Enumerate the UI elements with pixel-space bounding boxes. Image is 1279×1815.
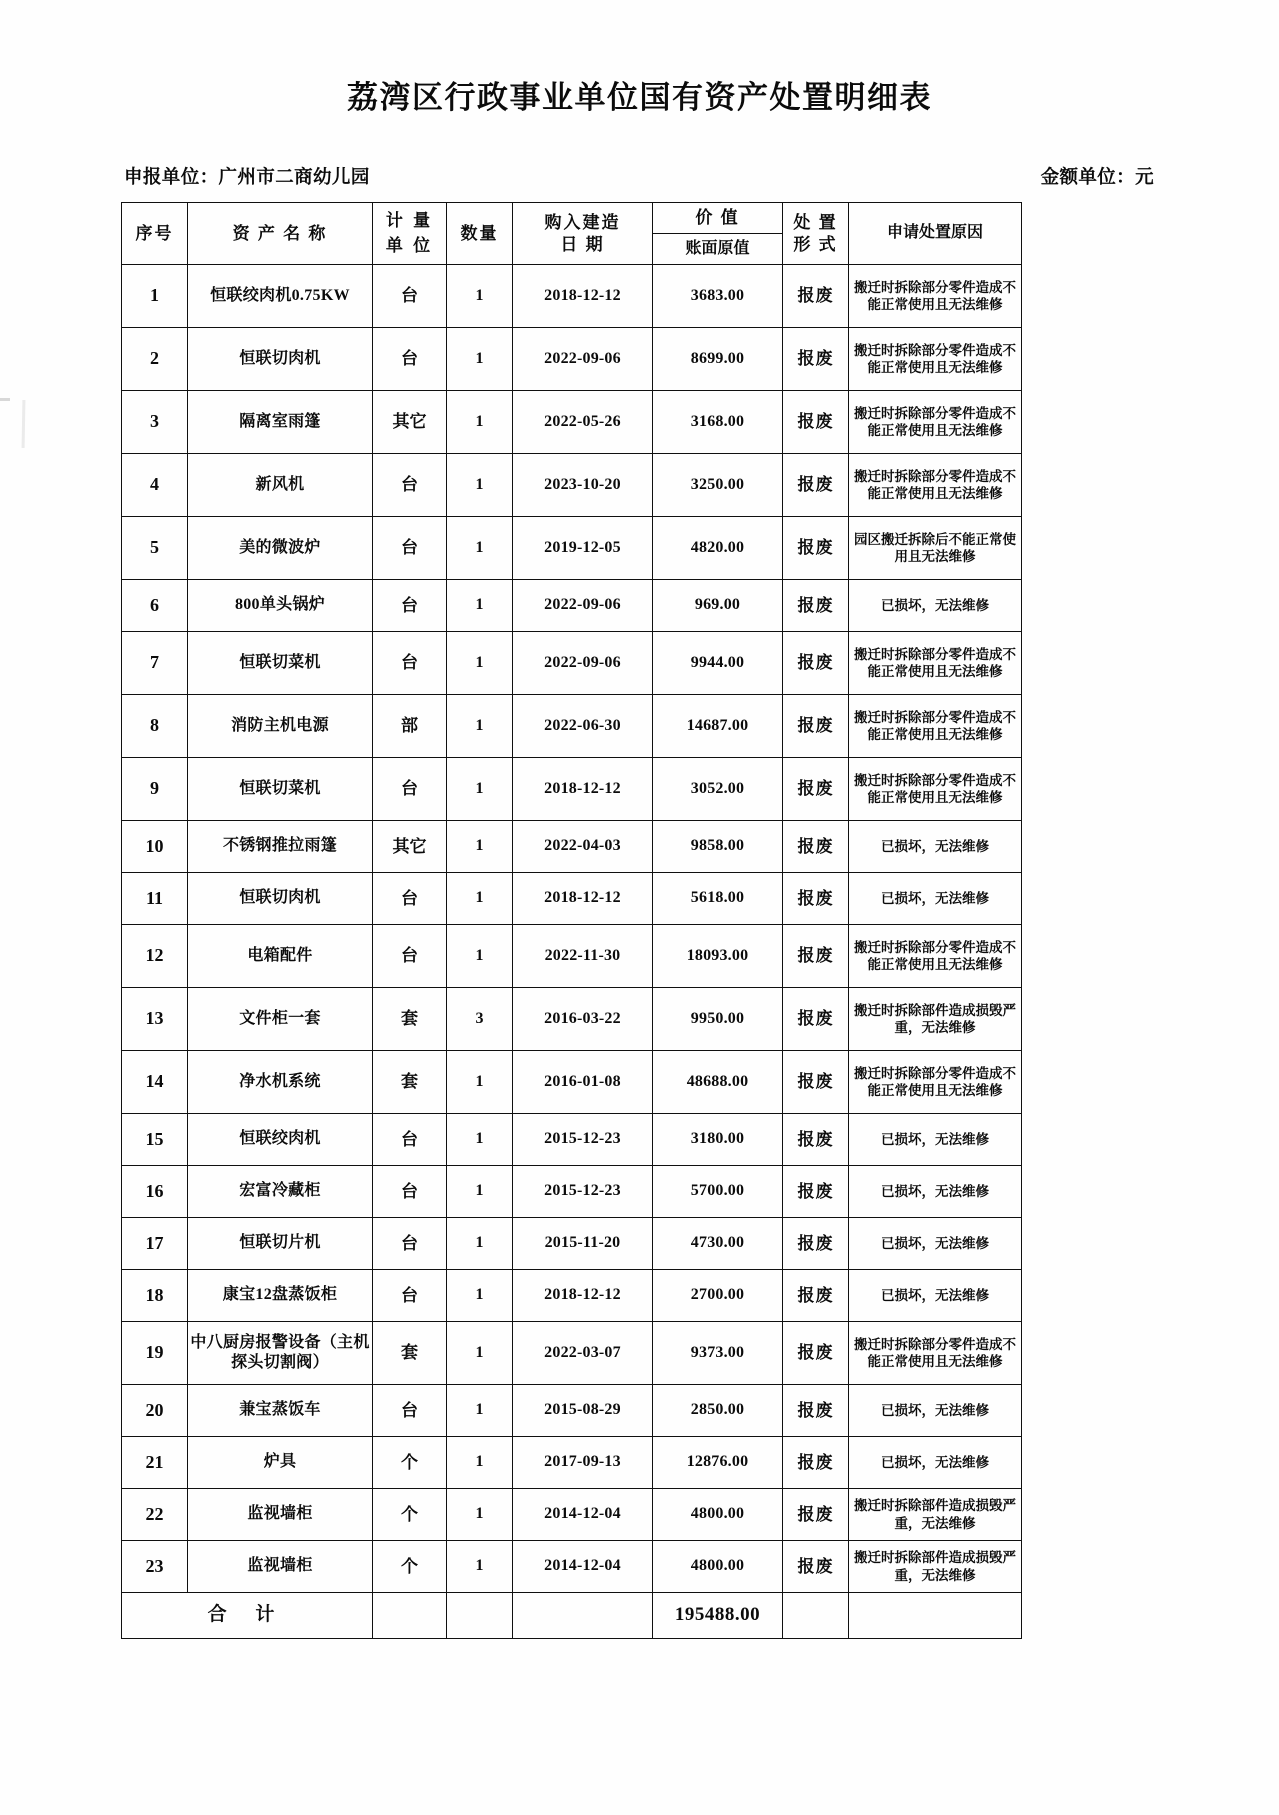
row-date: 2022-11-30 [513, 925, 653, 988]
row-reason: 已损坏，无法维修 [849, 1385, 1022, 1437]
row-no: 10 [122, 821, 188, 873]
row-no: 13 [122, 988, 188, 1051]
row-value: 3180.00 [653, 1114, 783, 1166]
row-date: 2019-12-05 [513, 517, 653, 580]
row-date: 2016-03-22 [513, 988, 653, 1051]
row-asset-name: 恒联切肉机 [188, 328, 373, 391]
row-quantity: 1 [447, 632, 513, 695]
row-date: 2015-12-23 [513, 1114, 653, 1166]
row-no: 11 [122, 873, 188, 925]
row-disposal-form: 报废 [783, 1051, 849, 1114]
table-row [122, 695, 1022, 758]
row-asset-name: 宏富冷藏柜 [188, 1166, 373, 1218]
row-value: 3250.00 [653, 454, 783, 517]
row-reason: 搬迁时拆除部分零件造成不能正常使用且无法维修 [849, 925, 1022, 988]
row-reason: 搬迁时拆除部分零件造成不能正常使用且无法维修 [849, 758, 1022, 821]
row-reason: 搬迁时拆除部分零件造成不能正常使用且无法维修 [849, 391, 1022, 454]
row-disposal-form: 报废 [783, 873, 849, 925]
table-row [122, 873, 1022, 925]
row-date: 2022-09-06 [513, 632, 653, 695]
row-asset-name: 恒联切肉机 [188, 873, 373, 925]
row-asset-name: 恒联切片机 [188, 1218, 373, 1270]
header-purchase-date-line2: 日 期 [560, 234, 605, 254]
row-disposal-form: 报废 [783, 1166, 849, 1218]
row-no: 6 [122, 580, 188, 632]
row-reason: 已损坏，无法维修 [849, 1166, 1022, 1218]
row-no: 19 [122, 1322, 188, 1385]
row-date: 2015-11-20 [513, 1218, 653, 1270]
table-total-row [122, 1593, 1022, 1639]
row-asset-name: 隔离室雨篷 [188, 391, 373, 454]
table-row [122, 1385, 1022, 1437]
row-quantity: 1 [447, 873, 513, 925]
row-disposal-form: 报废 [783, 1322, 849, 1385]
row-asset-name: 净水机系统 [188, 1051, 373, 1114]
row-value: 2850.00 [653, 1385, 783, 1437]
row-quantity: 1 [447, 517, 513, 580]
row-value: 4820.00 [653, 517, 783, 580]
row-disposal-form: 报废 [783, 1114, 849, 1166]
row-disposal-form: 报废 [783, 580, 849, 632]
row-disposal-form: 报废 [783, 988, 849, 1051]
row-unit: 台 [373, 265, 447, 328]
asset-disposal-table [121, 202, 1022, 1639]
row-unit: 个 [373, 1489, 447, 1541]
row-date: 2014-12-04 [513, 1489, 653, 1541]
row-no: 1 [122, 265, 188, 328]
row-value: 5700.00 [653, 1166, 783, 1218]
row-reason: 已损坏，无法维修 [849, 580, 1022, 632]
table-row [122, 1114, 1022, 1166]
row-disposal-form: 报废 [783, 517, 849, 580]
row-asset-name: 恒联切菜机 [188, 632, 373, 695]
row-no: 2 [122, 328, 188, 391]
row-no: 16 [122, 1166, 188, 1218]
row-disposal-form: 报废 [783, 454, 849, 517]
row-quantity: 1 [447, 1322, 513, 1385]
table-row [122, 758, 1022, 821]
row-unit: 套 [373, 1051, 447, 1114]
row-reason: 搬迁时拆除部件造成损毁严重，无法维修 [849, 1541, 1022, 1593]
row-disposal-form: 报废 [783, 1218, 849, 1270]
table-row [122, 1051, 1022, 1114]
row-value: 3683.00 [653, 265, 783, 328]
row-date: 2014-12-04 [513, 1541, 653, 1593]
row-no: 3 [122, 391, 188, 454]
row-quantity: 1 [447, 1385, 513, 1437]
header-no: 序号 [122, 203, 188, 265]
row-value: 4800.00 [653, 1541, 783, 1593]
row-disposal-form: 报废 [783, 1385, 849, 1437]
row-asset-name: 不锈钢推拉雨篷 [188, 821, 373, 873]
header-purchase-date [513, 203, 653, 265]
row-date: 2018-12-12 [513, 265, 653, 328]
row-reason: 搬迁时拆除部分零件造成不能正常使用且无法维修 [849, 632, 1022, 695]
row-quantity: 1 [447, 821, 513, 873]
row-no: 5 [122, 517, 188, 580]
row-no: 21 [122, 1437, 188, 1489]
header-purchase-date-line1: 购入建造 [544, 212, 621, 232]
row-asset-name: 中八厨房报警设备（主机探头切割阀） [188, 1322, 373, 1385]
row-no: 7 [122, 632, 188, 695]
row-disposal-form: 报废 [783, 632, 849, 695]
total-label: 合 计 [122, 1593, 373, 1639]
row-quantity: 1 [447, 925, 513, 988]
table-row [122, 454, 1022, 517]
row-unit: 台 [373, 580, 447, 632]
row-reason: 园区搬迁拆除后不能正常使用且无法维修 [849, 517, 1022, 580]
row-date: 2023-10-20 [513, 454, 653, 517]
row-unit: 台 [373, 1114, 447, 1166]
row-unit: 套 [373, 1322, 447, 1385]
row-value: 9950.00 [653, 988, 783, 1051]
row-asset-name: 恒联绞肉机0.75KW [188, 265, 373, 328]
row-reason: 搬迁时拆除部分零件造成不能正常使用且无法维修 [849, 454, 1022, 517]
row-date: 2018-12-12 [513, 758, 653, 821]
row-value: 8699.00 [653, 328, 783, 391]
row-disposal-form: 报废 [783, 695, 849, 758]
table-row [122, 517, 1022, 580]
header-measure-unit-line2: 单 位 [385, 235, 434, 255]
row-date: 2015-12-23 [513, 1166, 653, 1218]
row-asset-name: 新风机 [188, 454, 373, 517]
row-asset-name: 美的微波炉 [188, 517, 373, 580]
meta-row [124, 163, 1154, 189]
row-value: 12876.00 [653, 1437, 783, 1489]
row-date: 2022-09-06 [513, 580, 653, 632]
row-quantity: 1 [447, 391, 513, 454]
row-no: 9 [122, 758, 188, 821]
row-date: 2017-09-13 [513, 1437, 653, 1489]
row-disposal-form: 报废 [783, 328, 849, 391]
row-disposal-form: 报废 [783, 1437, 849, 1489]
row-asset-name: 监视墙柜 [188, 1489, 373, 1541]
table-row [122, 1541, 1022, 1593]
row-unit: 台 [373, 1218, 447, 1270]
row-quantity: 1 [447, 454, 513, 517]
row-reason: 搬迁时拆除部分零件造成不能正常使用且无法维修 [849, 695, 1022, 758]
row-date: 2015-08-29 [513, 1385, 653, 1437]
row-reason: 已损坏，无法维修 [849, 821, 1022, 873]
row-quantity: 3 [447, 988, 513, 1051]
header-measure-unit [373, 203, 447, 265]
amount-unit-value: 元 [1135, 168, 1154, 188]
table-row [122, 391, 1022, 454]
row-quantity: 1 [447, 758, 513, 821]
row-disposal-form: 报废 [783, 821, 849, 873]
row-quantity: 1 [447, 1541, 513, 1593]
table-row [122, 265, 1022, 328]
row-date: 2022-09-06 [513, 328, 653, 391]
row-date: 2022-04-03 [513, 821, 653, 873]
row-unit: 台 [373, 454, 447, 517]
row-quantity: 1 [447, 1166, 513, 1218]
table-row [122, 1218, 1022, 1270]
table-row [122, 1270, 1022, 1322]
row-quantity: 1 [447, 1218, 513, 1270]
row-disposal-form: 报废 [783, 1489, 849, 1541]
row-no: 15 [122, 1114, 188, 1166]
header-measure-unit-line1: 计 量 [385, 211, 434, 231]
row-quantity: 1 [447, 1437, 513, 1489]
row-asset-name: 兼宝蒸饭车 [188, 1385, 373, 1437]
row-date: 2018-12-12 [513, 873, 653, 925]
header-disposal-form-line2: 形 式 [793, 234, 838, 254]
row-quantity: 1 [447, 1489, 513, 1541]
row-value: 969.00 [653, 580, 783, 632]
row-disposal-form: 报废 [783, 1270, 849, 1322]
row-date: 2016-01-08 [513, 1051, 653, 1114]
row-no: 8 [122, 695, 188, 758]
row-quantity: 1 [447, 1114, 513, 1166]
total-blank-form [783, 1593, 849, 1639]
row-asset-name: 消防主机电源 [188, 695, 373, 758]
header-value-label: 价 值 [653, 203, 782, 234]
row-date: 2018-12-12 [513, 1270, 653, 1322]
row-asset-name: 电箱配件 [188, 925, 373, 988]
row-unit: 台 [373, 517, 447, 580]
row-reason: 已损坏，无法维修 [849, 1437, 1022, 1489]
table-row [122, 821, 1022, 873]
row-unit: 个 [373, 1541, 447, 1593]
row-value: 2700.00 [653, 1270, 783, 1322]
row-unit: 套 [373, 988, 447, 1051]
row-no: 12 [122, 925, 188, 988]
declaring-unit-value: 广州市二商幼儿园 [218, 168, 370, 188]
row-unit: 台 [373, 1385, 447, 1437]
table-header-row [122, 203, 1022, 265]
row-reason: 搬迁时拆除部分零件造成不能正常使用且无法维修 [849, 265, 1022, 328]
row-unit: 台 [373, 925, 447, 988]
table-row [122, 328, 1022, 391]
table-row [122, 1489, 1022, 1541]
amount-unit-label: 金额单位： [1040, 168, 1136, 188]
row-reason: 搬迁时拆除部件造成损毁严重，无法维修 [849, 988, 1022, 1051]
scan-artifact [0, 398, 10, 401]
row-unit: 其它 [373, 391, 447, 454]
total-value: 195488.00 [653, 1593, 783, 1639]
total-blank-reason [849, 1593, 1022, 1639]
row-unit: 台 [373, 1166, 447, 1218]
row-date: 2022-05-26 [513, 391, 653, 454]
row-reason: 搬迁时拆除部分零件造成不能正常使用且无法维修 [849, 328, 1022, 391]
row-no: 23 [122, 1541, 188, 1593]
total-blank-date [513, 1593, 653, 1639]
row-disposal-form: 报废 [783, 758, 849, 821]
row-reason: 已损坏，无法维修 [849, 1114, 1022, 1166]
table-row [122, 988, 1022, 1051]
header-asset-name: 资 产 名 称 [188, 203, 373, 265]
scan-artifact [22, 400, 26, 448]
header-quantity: 数量 [447, 203, 513, 265]
total-blank-qty [447, 1593, 513, 1639]
row-unit: 台 [373, 758, 447, 821]
row-value: 4800.00 [653, 1489, 783, 1541]
header-disposal-form [783, 203, 849, 265]
row-disposal-form: 报废 [783, 925, 849, 988]
row-unit: 台 [373, 328, 447, 391]
row-value: 14687.00 [653, 695, 783, 758]
row-no: 4 [122, 454, 188, 517]
row-value: 9944.00 [653, 632, 783, 695]
row-unit: 台 [373, 873, 447, 925]
row-reason: 搬迁时拆除部分零件造成不能正常使用且无法维修 [849, 1322, 1022, 1385]
row-value: 9858.00 [653, 821, 783, 873]
row-reason: 已损坏，无法维修 [849, 873, 1022, 925]
row-asset-name: 文件柜一套 [188, 988, 373, 1051]
table-row [122, 1322, 1022, 1385]
page-title: 荔湾区行政事业单位国有资产处置明细表 [347, 80, 932, 115]
row-no: 17 [122, 1218, 188, 1270]
declaring-unit [124, 163, 370, 189]
header-disposal-form-line1: 处 置 [793, 212, 838, 232]
row-quantity: 1 [447, 265, 513, 328]
row-asset-name: 康宝12盘蒸饭柜 [188, 1270, 373, 1322]
table-row [122, 1437, 1022, 1489]
row-no: 14 [122, 1051, 188, 1114]
amount-unit [1041, 163, 1154, 189]
row-reason: 已损坏，无法维修 [849, 1218, 1022, 1270]
row-value: 18093.00 [653, 925, 783, 988]
row-asset-name: 炉具 [188, 1437, 373, 1489]
row-value: 48688.00 [653, 1051, 783, 1114]
row-value: 4730.00 [653, 1218, 783, 1270]
header-reason: 申请处置原因 [849, 203, 1022, 265]
row-reason: 已损坏，无法维修 [849, 1270, 1022, 1322]
header-book-original-value: 账面原值 [685, 239, 750, 257]
row-quantity: 1 [447, 580, 513, 632]
row-no: 20 [122, 1385, 188, 1437]
header-value-group [653, 203, 783, 265]
row-disposal-form: 报废 [783, 1541, 849, 1593]
row-value: 3052.00 [653, 758, 783, 821]
row-disposal-form: 报废 [783, 265, 849, 328]
table-row [122, 632, 1022, 695]
row-date: 2022-03-07 [513, 1322, 653, 1385]
row-value: 9373.00 [653, 1322, 783, 1385]
row-asset-name: 监视墙柜 [188, 1541, 373, 1593]
row-unit: 台 [373, 1270, 447, 1322]
row-quantity: 1 [447, 328, 513, 391]
row-value: 3168.00 [653, 391, 783, 454]
row-asset-name: 800单头锅炉 [188, 580, 373, 632]
row-no: 18 [122, 1270, 188, 1322]
table-row [122, 580, 1022, 632]
row-reason: 搬迁时拆除部分零件造成不能正常使用且无法维修 [849, 1051, 1022, 1114]
row-unit: 个 [373, 1437, 447, 1489]
row-asset-name: 恒联绞肉机 [188, 1114, 373, 1166]
row-quantity: 1 [447, 1051, 513, 1114]
table-row [122, 925, 1022, 988]
row-quantity: 1 [447, 1270, 513, 1322]
row-disposal-form: 报废 [783, 391, 849, 454]
row-no: 22 [122, 1489, 188, 1541]
row-value: 5618.00 [653, 873, 783, 925]
row-quantity: 1 [447, 695, 513, 758]
declaring-unit-label: 申报单位： [124, 168, 219, 188]
row-date: 2022-06-30 [513, 695, 653, 758]
row-unit: 部 [373, 695, 447, 758]
row-asset-name: 恒联切菜机 [188, 758, 373, 821]
row-unit: 台 [373, 632, 447, 695]
row-unit: 其它 [373, 821, 447, 873]
table-row [122, 1166, 1022, 1218]
table-body [122, 265, 1022, 1593]
row-reason: 搬迁时拆除部件造成损毁严重，无法维修 [849, 1489, 1022, 1541]
total-blank-unit [373, 1593, 447, 1639]
